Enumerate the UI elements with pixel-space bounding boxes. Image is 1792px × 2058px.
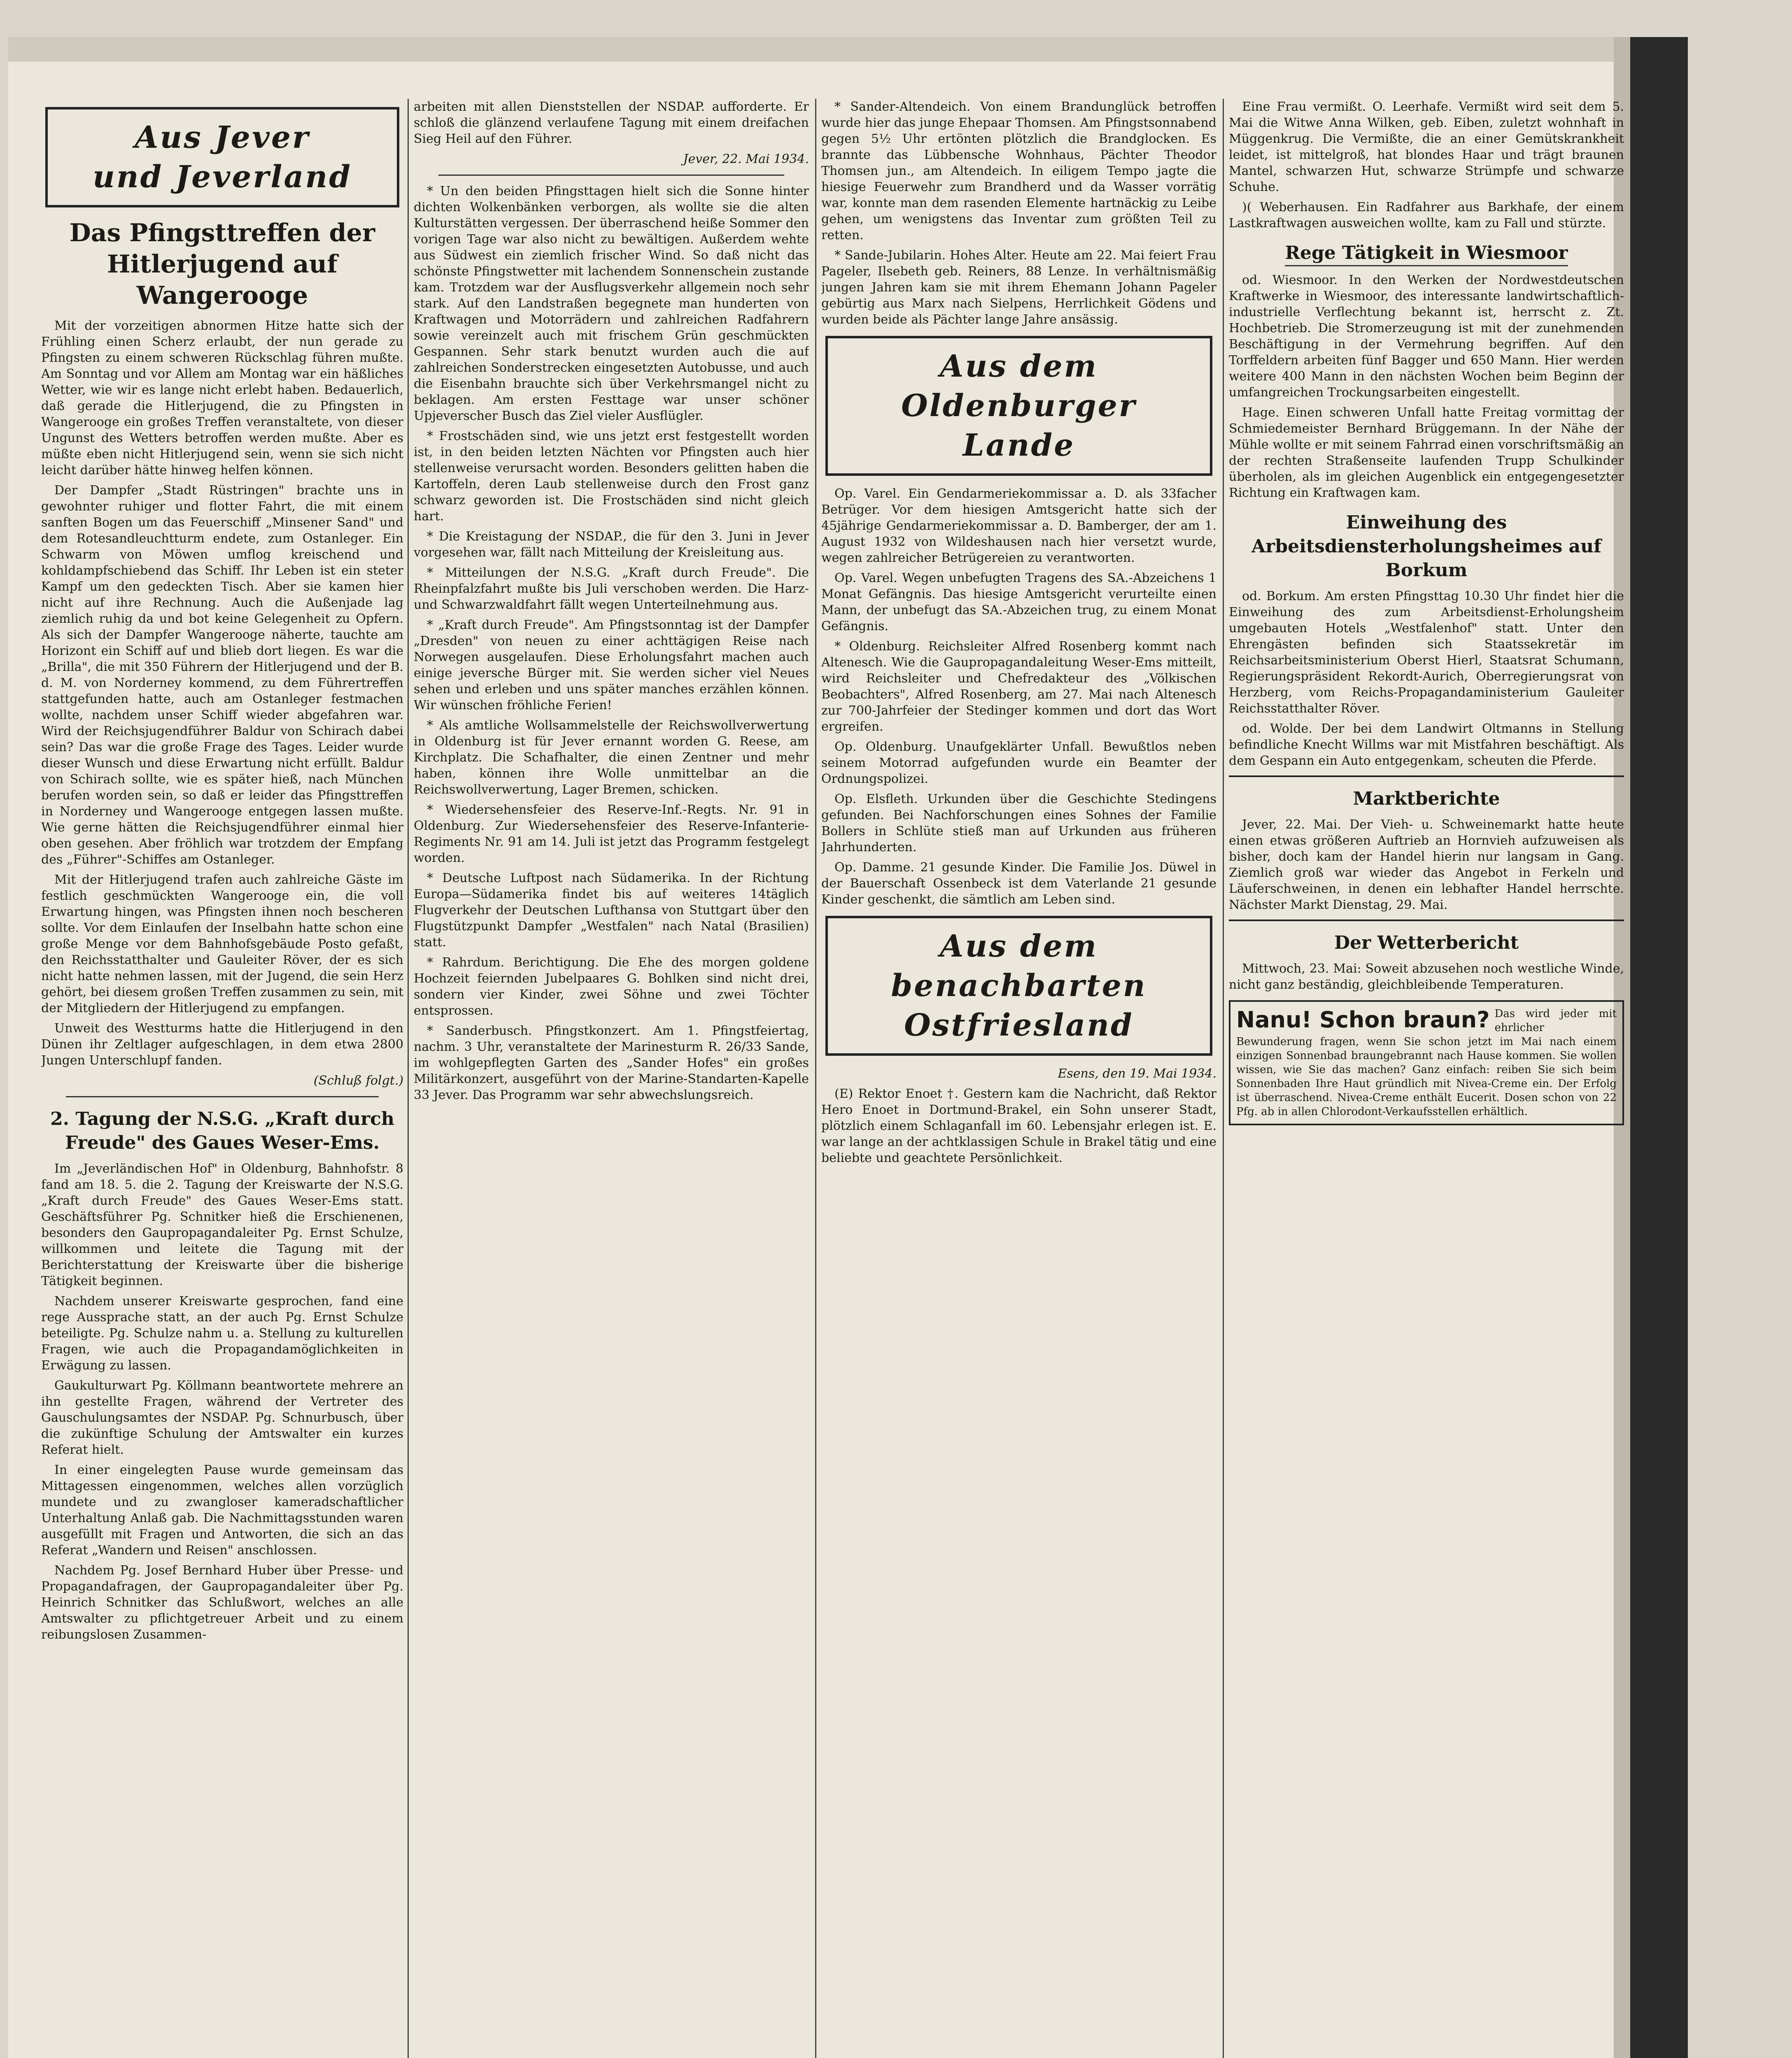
article-paragraph: Im „Jeverländischen Hof" in Oldenburg, Bahnhofstr. 8 fand am 18. 5. die 2. Tagung der Kreiswarte der N.S.G. „Kraft durch Freude" des Gaues Weser-Ems statt. Geschäftsführer Pg. Schnitker hieß die Erschienenen, besonders den Gaupropagandaleiter Pg. Ernst Schulze, willkommen und leitete die Tagung mit der Berichterstattung der Kreiswarte über die bisherige Tätigkeit beginnen. xyxy=(41,1162,403,1288)
column-3 xyxy=(821,99,1216,2058)
article-paragraph: In einer eingelegten Pause wurde gemeinsam das Mittagessen eingenommen, welches allen vorzüglich mundete und zu zwangloser kameradschaftlicher Unterhaltung Anlaß gab. Die Nachmittagsstunden waren ausgefüllt mit Fragen und Antworten, die sich an das Referat „Wandern und Reisen" anschlossen. xyxy=(41,1463,403,1557)
section-title-line-2: Ostfriesland xyxy=(904,1008,1134,1043)
article-headline: 2. Tagung der N.S.G. „Kraft durch Freude" des Gaues Weser-Ems. xyxy=(50,1108,394,1153)
article-headline: Einweihung des Arbeitsdiensterholungsheimes auf Borkum xyxy=(1251,512,1601,581)
newspaper-page xyxy=(8,37,1688,2058)
dateline: Jever, 22. Mai 1934. xyxy=(683,152,809,166)
divider xyxy=(66,1096,379,1097)
article-paragraph: Mit der vorzeitigen abnormen Hitze hatte sich der Frühling einen Scherz erlaubt, der nun gerade zu Pfingsten zu einem schweren Rückschlag führen mußte. Am Sonntag und vor Allem am Montag war ein häßliches Wetter, wie wir es lange nicht erlebt haben. Bedauerlich, daß gerade die Hitlerjugend, die zu Pfingsten in Wangerooge ein großes Treffen veranstaltete, von dieser Ungunst des Wetters betroffen werden mußte. Aber es müßte eben nicht Hitlerjugend sein, wenn sie sich nicht leicht darüber hätte hinweg helfen können. xyxy=(41,319,403,477)
article-headline: Das Pfingsttreffen der Hitlerjugend auf Wangerooge xyxy=(69,219,375,310)
article-paragraph: Op. Elsfleth. Urkunden über die Geschichte Stedingens gefunden. Bei Nachforschungen eines Sohnes der Familie Bollers in Schlüte stieß man auf Urkunden aus früheren Jahrhunderten. xyxy=(821,792,1216,854)
column-rule xyxy=(408,99,409,2058)
article-headline: Der Wetterbericht xyxy=(1334,932,1519,953)
article-paragraph: Op. Oldenburg. Unaufgeklärter Unfall. Bewußtlos neben seinem Motorrad aufgefunden wurde ein Beamter der Ordnungspolizei. xyxy=(821,740,1216,786)
article-paragraph: * Mitteilungen der N.S.G. „Kraft durch Freude". Die Rheinpfalzfahrt mußte bis Juli verschoben werden. Die Harz- und Schwarzwaldfahrt fällt wegen Unterteilnehmung aus. xyxy=(414,566,809,612)
section-header-box xyxy=(825,336,1212,476)
article-paragraph: Nachdem unserer Kreiswarte gesprochen, fand eine rege Aussprache statt, an der auch Pg. Ernst Schulze beteiligte. Pg. Schulze nahm u. a. Stellung zu kulturellen Fragen, wie auch die Propagandamöglichkeiten in Erwägung zu lassen. xyxy=(41,1294,403,1373)
article-paragraph: Op. Varel. Ein Gendarmeriekommissar a. D. als 33facher Betrüger. Vor dem hiesigen Amtsgericht hatte sich der 45jährige Gendarmeriekommissar a. D. Bamberger, der am 1. August 1932 von Wildeshausen nach hier versetzt wurde, wegen zahlreicher Betrügereien zu verantworten. xyxy=(821,487,1216,565)
headline-text: Rege Tätigkeit in Wiesmoor xyxy=(1285,241,1568,266)
article-paragraph: Mit der Hitlerjugend trafen auch zahlreiche Gäste im festlich geschmückten Wangerooge ein, die voll Erwartung hingen, was Pfingsten ihnen noch bescheren sollte. Vor dem Einlaufen der Inselbahn hatte schon eine große Menge vor dem Bahnhofsgebäude Posto gefaßt, den Reichsstatthalter und Gauleiter Röver, der es sich nicht hatte nehmen lassen, mit der Jugend, die sein Herz gehört, bei diesem großen Treffen zusammen zu sein, mit der Mitgliedern der Hitlerjugend zu empfangen. xyxy=(41,873,403,1015)
article-paragraph: od. Wolde. Der bei dem Landwirt Oltmanns in Stellung befindliche Knecht Willms war mit Mistfahren beschäftigt. Als dem Gespann ein Auto entgegenkam, scheuten die Pferde. xyxy=(1229,722,1624,768)
dateline: Esens, den 19. Mai 1934. xyxy=(1058,1066,1216,1081)
article-paragraph: * Frostschäden sind, wie uns jetzt erst festgestellt worden ist, in den beiden letzten Nächten vor Pfingsten auch hier stellenweise verursacht worden. Besonders gelitten haben die Kartoffeln, deren Laub stellenweise durch den Frost ganz schwarz geworden ist. Die Frostschäden sind nicht gleich hart. xyxy=(414,429,809,524)
column-rule xyxy=(1223,99,1224,2058)
divider xyxy=(1229,775,1624,777)
column-4 xyxy=(1229,99,1624,2058)
article-paragraph: * Deutsche Luftpost nach Südamerika. In der Richtung Europa—Südamerika findet bis auf weiteres 14täglich Flugverkehr der Deutschen Lufthansa von Stuttgart über den Flugstützpunkt Dampfer „Westfalen" nach Natal (Brasilien) statt. xyxy=(414,871,809,950)
column-1 xyxy=(41,99,403,2058)
article-paragraph: Nachdem Pg. Josef Bernhard Huber über Presse- und Propagandafragen, der Gaupropagandaleiter über Pg. Heinrich Schnitker das Schlußwort, welches an alle Amtswalter zu pflichtgetreuer Arbeit und zu einem reibungslosen Zusammen- xyxy=(41,1563,403,1642)
advertisement xyxy=(1229,1000,1624,1125)
article-paragraph: * Wiedersehensfeier des Reserve-Inf.-Regts. Nr. 91 in Oldenburg. Zur Wiedersehensfeier des Reserve-Infanterie-Regiments Nr. 91 am 14. Juli ist jetzt das Programm festgelegt worden. xyxy=(414,803,809,865)
section-header-box xyxy=(825,916,1212,1056)
article-paragraph: Eine Frau vermißt. O. Leerhafe. Vermißt wird seit dem 5. Mai die Witwe Anna Wilken, geb. Eiben, zuletzt wohnhaft in Müggenkrug. Die Vermißte, die an einer Gemütskrankheit leidet, ist mittelgroß, hat blondes Haar und trägt braunen Mantel, schwarzen Hut, schwarze Strümpfe und schwarze Schuhe. xyxy=(1229,100,1624,194)
column-rule xyxy=(815,99,816,2058)
article-paragraph: Der Dampfer „Stadt Rüstringen" brachte uns in gewohnter ruhiger und flotter Fahrt, die mit einem sanften Bogen um das Feuerschiff „Minsener Sand" und dem Rotesandleuchtturm endete, zum Ostanleger. Ein Schwarm von Möwen umflog kreischend und kohldampfschiebend das Schiff. Ihr Leben ist ein steter Kampf um den gedeckten Tisch. Aber sie kamen hier nicht auf ihre Rechnung. Auch die Außenjade lag ziemlich ruhig da und bot keine Gelegenheit zu Opfern. Als sich der Dampfer Wangerooge näherte, tauchte am Horizont ein Schiff auf und blieb dort liegen. Es war die „Brilla", die mit 350 Führern der Hitlerjugend und der B. d. M. von Norderney kommend, zu dem Führertreffen stattgefunden hatte, auch am Ostanleger festmachen wollte, nachdem unser Schiff wieder abgefahren war. Wird der Reichsjugendführer Baldur von Schirach dabei sein? Das war die große Frage des Tages. Leider wurde dieser Wunsch und diese Erwartung nicht erfüllt. Baldur von Schirach sollte, wie es später hieß, nach München berufen worden sein, so daß er leider das Pfingsttreffen in Norderney und Wangerooge entgegen lassen mußte. Wie gerne hätten die Reichsjugendführer einmal hier oben gesehen. Aber fröhlich war trotzdem der Empfang des „Führer"-Schiffes am Ostanleger. xyxy=(41,483,403,867)
article-paragraph: * Sander-Altendeich. Von einem Brandunglück betroffen wurde hier das junge Ehepaar Thomsen. Am Pfingstsonnabend gegen 5½ Uhr ertönten plötzlich die Brandglocken. Es brannte das Lübbensche Wohnhaus, Pächter Theodor Thomsen jun., am Altendeich. In eiligem Tempo jagte die hiesige Feuerwehr zum Brandherd und da Wasser vorrätig war, konnte man dem rasenden Elemente hartnäckig zu Leibe gehen, um wenigstens das Inventar zum größten Teil zu retten. xyxy=(821,100,1216,242)
article-paragraph: * Als amtliche Wollsammelstelle der Reichswollverwertung in Oldenburg ist für Jever ernannt worden G. Reese, am Kirchplatz. Die Schafhalter, die einen Zentner und mehr haben, können ihre Wolle unmittelbar an die Reichswollverwertung, Lager Bremen, schicken. xyxy=(414,718,809,797)
article-paragraph: )( Weberhausen. Ein Radfahrer aus Barkhafe, der einem Lastkraftwagen ausweichen wollte, kam zu Fall und stürzte. xyxy=(1229,200,1624,230)
article-paragraph: * Rahrdum. Berichtigung. Die Ehe des morgen goldene Hochzeit feiernden Jubelpaares G. Bohlken sind nicht drei, sondern vier Kinder, zwei Söhne und zwei Töchter entsprossen. xyxy=(414,955,809,1018)
article-paragraph: Hage. Einen schweren Unfall hatte Freitag vormittag der Schmiedemeister Bernhard Brüggemann. In der Nähe der Mühle wollte er mit seinem Fahrrad einen vorschriftsmäßig an der rechten Straßenseite laufenden Trupp Schulkinder überholen, als im gleichen Augenblick ein entgegengesetzter Richtung ein Kraftwagen kam. xyxy=(1229,405,1624,500)
scan-top-margin xyxy=(8,37,1688,62)
article-headline: Marktberichte xyxy=(1353,788,1500,809)
article-paragraph: * Un den beiden Pfingsttagen hielt sich die Sonne hinter dichten Wolkenbänken verborgen, als wollte sie die alten Kulturstätten vergessen. Der überraschend heiße Sommer den vorigen Tage war also nicht zu bewältigen. Außerdem wehte aus Südwest ein ziemlich frischer Wind. So daß nicht das schönste Pfingstwetter mit lachendem Sonnenschein zustande kam. Trotzdem war der Ausflugsverkehr allgemein noch sehr stark. Auf den Landstraßen begegnete man hunderten von Kraftwagen und Motorrädern und zahlreichen Radfahrern sowie vereinzelt auch mit frischem Grün geschmückten Gespannen. Sehr stark benutzt wurden auch die auf zahlreichen Sonderstrecken eingesetzten Autobusse, und auch die Eisenbahn brauchte sich über Verkehrsmangel nicht zu beklagen. Am ersten Festtage war unser schöner Upjeverscher Busch das Ziel vieler Ausflügler. xyxy=(414,184,809,423)
column-2 xyxy=(414,99,809,2058)
article-paragraph: * „Kraft durch Freude". Am Pfingstsonntag ist der Dampfer „Dresden" von neuen zu einer achttägigen Reise nach Norwegen ausgelaufen. Diese Erholungsfahrt machen auch einige jeversche Bürger mit. Sie werden sicher viel Neues sehen und erleben und uns später manches erzählen können. Wir wünschen fröhliche Ferien! xyxy=(414,618,809,712)
article-headline xyxy=(1229,241,1624,266)
ad-title: Nanu! Schon braun? xyxy=(1236,1007,1490,1033)
article-paragraph: (E) Rektor Enoet †. Gestern kam die Nachricht, daß Rektor Hero Enoet in Dortmund-Brakel, ein Sohn unserer Stadt, plötzlich einem Schlaganfall im 60. Lebensjahr erlegen ist. E. war lange an der achtklassigen Schule in Brakel tätig und eine beliebte und geachtete Persönlichkeit. xyxy=(821,1087,1216,1165)
continuation-note: (Schluß folgt.) xyxy=(313,1073,403,1088)
article-paragraph: Gaukulturwart Pg. Köllmann beantwortete mehrere an ihn gestellte Fragen, während der Vertreter des Gauschulungsamtes der NSDAP. Pg. Schnurbusch, über die zukünftige Schulung der Amtswalter ein kurzes Referat hielt. xyxy=(41,1378,403,1457)
section-title-line-2: Lande xyxy=(962,428,1075,463)
scan-border xyxy=(1630,37,1688,2058)
section-header-box xyxy=(45,107,399,207)
article-paragraph: * Oldenburg. Reichsleiter Alfred Rosenberg kommt nach Altenesch. Wie die Gaupropagandaleitung Weser-Ems mitteilt, wird Reichsleiter und Chefredakteur des „Völkischen Beobachters", Alfred Rosenberg, am 27. Mai nach Altenesch zur 700-Jahrfeier der Stedinger kommen und dort das Wort ergreifen. xyxy=(821,639,1216,734)
section-title-line-1: Aus Jever xyxy=(135,120,310,155)
section-title-line-1: Aus dem Oldenburger xyxy=(901,349,1137,424)
article-paragraph: Jever, 22. Mai. Der Vieh- u. Schweinemarkt hatte heute einen etwas größeren Auftrieb an Hornvieh aufzuweisen als bisher, doch kam der Handel hierin nur langsam in Gang. Ziemlich groß war wieder das Angebot in Ferkeln und Läuferschweinen, in denen ein lebhafter Handel herrschte. Nächster Markt Dienstag, 29. Mai. xyxy=(1229,817,1624,912)
article-paragraph: * Die Kreistagung der NSDAP., die für den 3. Juni in Jever vorgesehen war, fällt nach Mitteilung der Kreisleitung aus. xyxy=(414,529,809,560)
article-paragraph: Unweit des Westturms hatte die Hitlerjugend in den Dünen ihr Zeltlager aufgeschlagen, in dem etwa 2800 Jungen Unterschlupf fanden. xyxy=(41,1021,403,1068)
article-paragraph: od. Wiesmoor. In den Werken der Nordwestdeutschen Kraftwerke in Wiesmoor, des interessante landwirtschaftlich-industrielle Verflechtung bekannt ist, herrscht z. Zt. Hochbetrieb. Die Stromerzeugung ist mit der zunehmenden Beschäftigung in der Vermehrung begriffen. Auf den Torffeldern arbeiten fünf Bagger und 650 Mann. Hier werden weitere 400 Mann in den nächsten Wochen beim Beginn der umfangreichen Trockungsarbeiten eingestellt. xyxy=(1229,273,1624,400)
article-paragraph: arbeiten mit allen Dienststellen der NSDAP. aufforderte. Er schloß die glänzend verlaufene Tagung mit einem dreifachen Sieg Heil auf den Führer. xyxy=(414,100,809,146)
article-paragraph: Op. Damme. 21 gesunde Kinder. Die Familie Jos. Düwel in der Bauerschaft Ossenbeck ist dem Vaterlande 21 gesunde Kinder geschenkt, die sämtlich am Leben sind. xyxy=(821,860,1216,907)
article-paragraph: od. Borkum. Am ersten Pfingsttag 10.30 Uhr findet hier die Einweihung des zum Arbeitsdienst-Erholungsheim umgebauten Hotels „Westfalenhof" statt. Unter den Ehrengästen befinden sich Staatssekretär im Reichsarbeitsministerium Oberst Hierl, Staatsrat Schumann, Regierungspräsident Rekordt-Aurich, Oberregierungsrat von Herzberg, vom Reichs-Propagandaministerium Gauleiter Reichsstatthalter Röver. xyxy=(1229,589,1624,716)
article-paragraph: * Sanderbusch. Pfingstkonzert. Am 1. Pfingstfeiertag, nachm. 3 Uhr, veranstaltete der Marinesturm R. 26/33 Sande, im wohlgepflegten Garten des „Sander Hofes" ein großes Militärkonzert, ausgeführt von der Marine-Standarten-Kapelle 33 Jever. Das Programm war sehr abwechslungsreich. xyxy=(414,1024,809,1102)
ad-text: Das wird jeder mit ehrlicher Bewunderung fragen, wenn Sie schon jetzt im Mai nach einem einzigen Sonnenbad braungebrannt nach Hause kommen. Sie wollen wissen, wie Sie das machen? Ganz einfach: reiben Sie sich beim Sonnenbaden Ihre Haut gründlich mit Nivea-Creme ein. Der Erfolg ist überraschend. Nivea-Creme enthält Eucerit. Dosen schon von 22 Pfg. ab in allen Chlorodont-Verkaufsstellen erhältlich. xyxy=(1236,1008,1617,1118)
article-paragraph: * Sande-Jubilarin. Hohes Alter. Heute am 22. Mai feiert Frau Pageler, Ilsebeth geb. Reiners, 88 Lenze. In verhältnismäßig jungen Jahren kam sie mit ihrem Ehemann Johann Pageler gebürtig aus Marx nach Sielpens, Herrlichkeit Gödens und wurden beide als Pächter lange Jahre ansässig. xyxy=(821,248,1216,327)
section-title-line-1: Aus dem benachbarten xyxy=(891,929,1147,1003)
article-paragraph: Mittwoch, 23. Mai: Soweit abzusehen noch westliche Winde, nicht ganz beständig, gleichbleibende Temperaturen. xyxy=(1229,961,1624,992)
divider xyxy=(1229,920,1624,921)
article-paragraph: Op. Varel. Wegen unbefugten Tragens des SA.-Abzeichens 1 Monat Gefängnis. Das hiesige Amtsgericht verurteilte einen Mann, der unbefugt das SA.-Abzeichen trug, zu einem Monat Gefängnis. xyxy=(821,571,1216,633)
divider xyxy=(438,175,784,176)
section-title-line-2: und Jeverland xyxy=(93,159,352,195)
